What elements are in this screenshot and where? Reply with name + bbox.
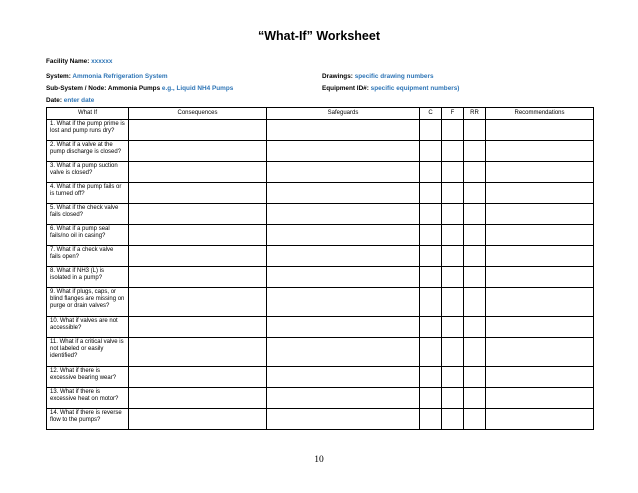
recommendations-cell[interactable] (486, 288, 594, 317)
c-cell[interactable] (420, 267, 442, 288)
consequences-cell[interactable] (129, 317, 267, 338)
c-cell[interactable] (420, 246, 442, 267)
table-row (47, 409, 594, 430)
consequences-cell[interactable] (129, 225, 267, 246)
equipment-id-value: specific equipment numbers) (370, 85, 460, 92)
consequences-cell[interactable] (129, 288, 267, 317)
table-row (47, 267, 594, 288)
date-value: enter date (63, 97, 95, 104)
what-if-cell: 12. What if there is excessive bearing wear? (47, 367, 129, 388)
rr-cell[interactable] (464, 120, 486, 141)
what-if-cell: 14. What if there is reverse flow to the pumps? (47, 409, 129, 430)
rr-cell[interactable] (464, 225, 486, 246)
rr-cell[interactable] (464, 388, 486, 409)
safeguards-cell[interactable] (267, 367, 420, 388)
c-cell[interactable] (420, 409, 442, 430)
col-recommendations: Recommendations (486, 108, 594, 120)
facility-name-value: xxxxxx (91, 58, 113, 65)
facility-name-label: Facility Name: (46, 58, 90, 65)
what-if-cell: 11. What if a critical valve is not labeled or easily identified? (47, 338, 129, 367)
table-row (47, 162, 594, 183)
date-field (46, 97, 94, 104)
rr-cell[interactable] (464, 141, 486, 162)
c-cell[interactable] (420, 288, 442, 317)
recommendations-cell[interactable] (486, 409, 594, 430)
c-cell[interactable] (420, 183, 442, 204)
what-if-cell: 6. What if a pump seal fails/no oil in casing? (47, 225, 129, 246)
f-cell[interactable] (442, 409, 464, 430)
table-row (47, 388, 594, 409)
consequences-cell[interactable] (129, 388, 267, 409)
recommendations-cell[interactable] (486, 317, 594, 338)
system-value: Ammonia Refrigeration System (72, 73, 168, 80)
table-row (47, 288, 594, 317)
recommendations-cell[interactable] (486, 267, 594, 288)
recommendations-cell[interactable] (486, 162, 594, 183)
c-cell[interactable] (420, 141, 442, 162)
safeguards-cell[interactable] (267, 162, 420, 183)
c-cell[interactable] (420, 204, 442, 225)
consequences-cell[interactable] (129, 120, 267, 141)
f-cell[interactable] (442, 338, 464, 367)
rr-cell[interactable] (464, 267, 486, 288)
c-cell[interactable] (420, 367, 442, 388)
table-row (47, 120, 594, 141)
f-cell[interactable] (442, 267, 464, 288)
what-if-cell: 1. What if the pump prime is lost and pump runs dry? (47, 120, 129, 141)
f-cell[interactable] (442, 120, 464, 141)
f-cell[interactable] (442, 204, 464, 225)
system-field (46, 73, 168, 80)
col-c: C (420, 108, 442, 120)
rr-cell[interactable] (464, 183, 486, 204)
safeguards-cell[interactable] (267, 204, 420, 225)
what-if-cell: 2. What if a valve at the pump discharge is closed? (47, 141, 129, 162)
rr-cell[interactable] (464, 204, 486, 225)
f-cell[interactable] (442, 141, 464, 162)
safeguards-cell[interactable] (267, 246, 420, 267)
col-what-if: What If (47, 108, 129, 120)
safeguards-cell[interactable] (267, 141, 420, 162)
table-row (47, 338, 594, 367)
c-cell[interactable] (420, 338, 442, 367)
recommendations-cell[interactable] (486, 388, 594, 409)
f-cell[interactable] (442, 317, 464, 338)
recommendations-cell[interactable] (486, 183, 594, 204)
consequences-cell[interactable] (129, 338, 267, 367)
safeguards-cell[interactable] (267, 388, 420, 409)
rr-cell[interactable] (464, 367, 486, 388)
table-row (47, 367, 594, 388)
safeguards-cell[interactable] (267, 183, 420, 204)
rr-cell[interactable] (464, 162, 486, 183)
col-consequences: Consequences (129, 108, 267, 120)
c-cell[interactable] (420, 120, 442, 141)
subsystem-value-plain: Ammonia Pumps (107, 85, 161, 92)
consequences-cell[interactable] (129, 162, 267, 183)
worksheet-title: “What-If” Worksheet (258, 29, 380, 43)
c-cell[interactable] (420, 225, 442, 246)
recommendations-cell[interactable] (486, 338, 594, 367)
what-if-cell: 4. What if the pump fails or is turned off? (47, 183, 129, 204)
col-f: F (442, 108, 464, 120)
safeguards-cell[interactable] (267, 120, 420, 141)
what-if-cell: 10. What if valves are not accessible? (47, 317, 129, 338)
subsystem-field (46, 85, 233, 92)
what-if-cell: 5. What if the check valve fails closed? (47, 204, 129, 225)
recommendations-cell[interactable] (486, 120, 594, 141)
safeguards-cell[interactable] (267, 267, 420, 288)
recommendations-cell[interactable] (486, 141, 594, 162)
f-cell[interactable] (442, 183, 464, 204)
f-cell[interactable] (442, 388, 464, 409)
table-row (47, 141, 594, 162)
safeguards-cell[interactable] (267, 225, 420, 246)
equipment-id-field (322, 85, 459, 92)
safeguards-cell[interactable] (267, 338, 420, 367)
what-if-cell: 9. What if plugs, caps, or blind flanges are missing on purge or drain valves? (47, 288, 129, 317)
table-row (47, 225, 594, 246)
recommendations-cell[interactable] (486, 367, 594, 388)
f-cell[interactable] (442, 246, 464, 267)
col-safeguards: Safeguards (267, 108, 420, 120)
what-if-cell: 3. What if a pump suction valve is closed? (47, 162, 129, 183)
date-label: Date: (46, 97, 62, 104)
consequences-cell[interactable] (129, 204, 267, 225)
rr-cell[interactable] (464, 338, 486, 367)
table-row (47, 204, 594, 225)
drawings-field (322, 73, 434, 80)
what-if-table (46, 107, 594, 430)
safeguards-cell[interactable] (267, 288, 420, 317)
table-row (47, 317, 594, 338)
table-header-row (47, 108, 594, 120)
recommendations-cell[interactable] (486, 225, 594, 246)
f-cell[interactable] (442, 288, 464, 317)
c-cell[interactable] (420, 162, 442, 183)
subsystem-value: e.g., Liquid NH4 Pumps (161, 85, 234, 92)
equipment-id-label: Equipment ID#: (322, 85, 369, 92)
facility-name-field (46, 58, 112, 65)
consequences-cell[interactable] (129, 267, 267, 288)
consequences-cell[interactable] (129, 409, 267, 430)
c-cell[interactable] (420, 317, 442, 338)
drawings-label: Drawings: (322, 73, 353, 80)
what-if-cell: 8. What if NH3 (L) is isolated in a pump? (47, 267, 129, 288)
recommendations-cell[interactable] (486, 204, 594, 225)
c-cell[interactable] (420, 388, 442, 409)
rr-cell[interactable] (464, 246, 486, 267)
what-if-cell: 7. What if a check valve fails open? (47, 246, 129, 267)
f-cell[interactable] (442, 367, 464, 388)
col-rr: RR (464, 108, 486, 120)
rr-cell[interactable] (464, 288, 486, 317)
page-number: 10 (314, 455, 324, 465)
table-row (47, 183, 594, 204)
rr-cell[interactable] (464, 409, 486, 430)
safeguards-cell[interactable] (267, 317, 420, 338)
table-row (47, 246, 594, 267)
consequences-cell[interactable] (129, 141, 267, 162)
f-cell[interactable] (442, 225, 464, 246)
safeguards-cell[interactable] (267, 409, 420, 430)
consequences-cell[interactable] (129, 183, 267, 204)
consequences-cell[interactable] (129, 367, 267, 388)
system-label: System: (46, 73, 71, 80)
consequences-cell[interactable] (129, 246, 267, 267)
drawings-value: specific drawing numbers (354, 73, 434, 80)
f-cell[interactable] (442, 162, 464, 183)
subsystem-label: Sub-System / Node: (46, 85, 107, 92)
recommendations-cell[interactable] (486, 246, 594, 267)
what-if-cell: 13. What if there is excessive heat on motor? (47, 388, 129, 409)
rr-cell[interactable] (464, 317, 486, 338)
